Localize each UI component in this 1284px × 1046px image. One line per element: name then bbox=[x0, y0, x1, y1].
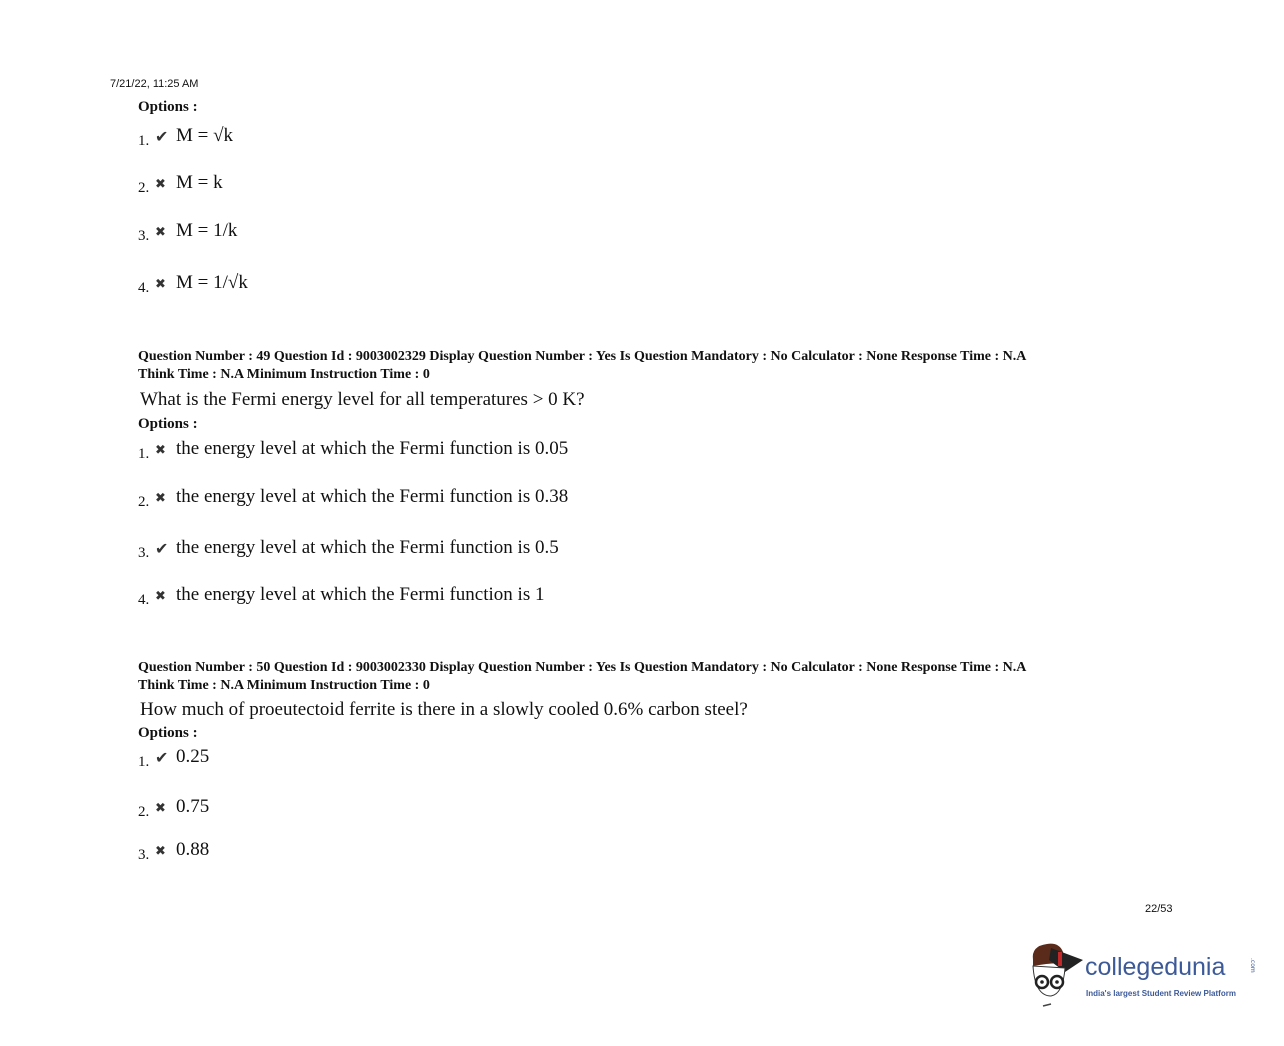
q49-meta-line1: Question Number : 49 Question Id : 9003002329 Display Question Number : Yes Is Question Mandatory : No Calculator : None Response Time : N.A bbox=[138, 349, 1027, 364]
option-text: the energy level at which the Fermi function is 0.05 bbox=[176, 438, 569, 459]
q50-meta-line1: Question Number : 50 Question Id : 9003002330 Display Question Number : Yes Is Question Mandatory : No Calculator : None Response Time : N.A bbox=[138, 660, 1027, 675]
option-number: 1. bbox=[138, 754, 150, 770]
collegedunia-logo bbox=[1025, 938, 1265, 1008]
option-text: the energy level at which the Fermi function is 0.38 bbox=[176, 486, 569, 507]
option-number: 4. bbox=[138, 280, 150, 296]
q49-question-text: What is the Fermi energy level for all temperatures > 0 K? bbox=[140, 389, 585, 410]
cross-icon: ✖ bbox=[155, 442, 166, 457]
q50-question-text: How much of proeutectoid ferrite is there in a slowly cooled 0.6% carbon steel? bbox=[140, 699, 748, 720]
option-number: 4. bbox=[138, 592, 150, 608]
option-number: 1. bbox=[138, 133, 150, 149]
logo-brand: collegedunia bbox=[1085, 953, 1226, 981]
page-number: 22/53 bbox=[1145, 903, 1173, 915]
option-number: 3. bbox=[138, 545, 150, 561]
print-timestamp: 7/21/22, 11:25 AM bbox=[110, 78, 199, 90]
option-text: M = k bbox=[176, 172, 223, 193]
cross-icon: ✖ bbox=[155, 490, 166, 505]
option-text: M = 1/k bbox=[176, 220, 238, 241]
option-number: 2. bbox=[138, 804, 150, 820]
check-icon: ✔ bbox=[155, 541, 169, 558]
option-text: M = √k bbox=[176, 125, 234, 146]
check-icon: ✔ bbox=[155, 129, 169, 146]
option-text: 0.88 bbox=[176, 839, 210, 860]
option-number: 3. bbox=[138, 847, 150, 863]
q50-options-label: Options : bbox=[138, 725, 198, 741]
cross-icon: ✖ bbox=[155, 176, 166, 191]
cross-icon: ✖ bbox=[155, 276, 166, 291]
option-text: 0.25 bbox=[176, 746, 210, 767]
option-text: M = 1/√k bbox=[176, 272, 248, 293]
cross-icon: ✖ bbox=[155, 224, 166, 239]
option-number: 1. bbox=[138, 446, 150, 462]
cross-icon: ✖ bbox=[155, 843, 166, 858]
option-text: 0.75 bbox=[176, 796, 210, 817]
option-number: 3. bbox=[138, 228, 150, 244]
logo-tagline: India's largest Student Review Platform bbox=[1086, 989, 1236, 998]
check-icon: ✔ bbox=[155, 750, 169, 767]
q49-meta-line2: Think Time : N.A Minimum Instruction Time : 0 bbox=[138, 367, 430, 382]
q50-meta-line2: Think Time : N.A Minimum Instruction Time : 0 bbox=[138, 678, 430, 693]
mascot-icon bbox=[1025, 938, 1085, 1008]
option-number: 2. bbox=[138, 180, 150, 196]
option-text: the energy level at which the Fermi function is 1 bbox=[176, 584, 545, 605]
logo-suffix: .com bbox=[1249, 958, 1256, 973]
q49-options-label: Options : bbox=[138, 416, 198, 432]
cross-icon: ✖ bbox=[155, 588, 166, 603]
option-number: 2. bbox=[138, 494, 150, 510]
options-label: Options : bbox=[138, 99, 198, 115]
cross-icon: ✖ bbox=[155, 800, 166, 815]
option-text: the energy level at which the Fermi function is 0.5 bbox=[176, 537, 559, 558]
